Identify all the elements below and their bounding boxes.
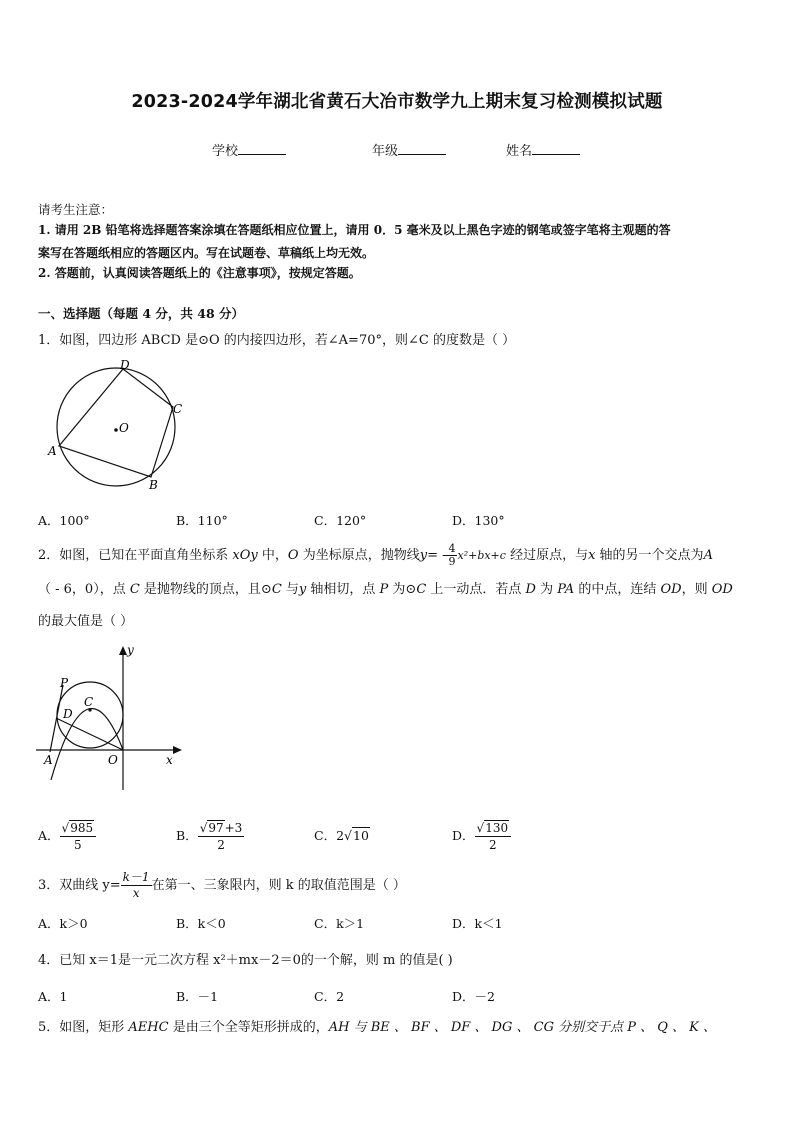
fig-label-y: y bbox=[127, 643, 134, 657]
q4-option-d: D．－2 bbox=[452, 989, 495, 1004]
question-1-text: 1．如图，四边形 ABCD 是⊙O 的内接四边形，若∠A=70°，则∠C 的度数是（ ） bbox=[38, 333, 516, 348]
school-label: 学校 bbox=[212, 144, 239, 159]
label-d: D bbox=[120, 358, 130, 372]
fig-label-c: C bbox=[84, 695, 94, 709]
notice-heading: 请考生注意： bbox=[38, 202, 114, 217]
grade-label: 年级 bbox=[372, 144, 399, 159]
page-title: 2023-2024学年湖北省黄石大冶市数学九上期末复习检测模拟试题 bbox=[131, 92, 663, 112]
q1-option-d: D．130° bbox=[452, 513, 505, 528]
fig-label-p: P bbox=[60, 676, 69, 690]
x-axis-arrow bbox=[173, 746, 182, 754]
fig-label-a: A bbox=[44, 753, 53, 767]
label-o: O bbox=[119, 421, 129, 435]
q2-option-d: D． $\frac{√130}{2}$ bbox=[452, 820, 511, 853]
notice-line-2: 2. 答题前，认真阅读答题纸上的《注意事项》，按规定答题。 bbox=[38, 266, 361, 280]
label-a: A bbox=[48, 444, 57, 458]
fig-label-x: x bbox=[166, 753, 173, 767]
q3-option-a: A．k＞0 bbox=[38, 916, 88, 931]
q4-option-a: A．1 bbox=[38, 989, 68, 1004]
fig-label-o: O bbox=[108, 753, 118, 767]
q3-option-d: D．k＜1 bbox=[452, 916, 503, 931]
q2-option-a: A． $\frac{√985}{5}$ bbox=[38, 820, 96, 853]
q1-option-a: A．100° bbox=[38, 513, 90, 528]
grade-blank bbox=[398, 142, 446, 155]
q4-option-b: B．－1 bbox=[176, 989, 219, 1004]
section-heading: 一、选择题（每题 4 分，共 48 分） bbox=[38, 306, 245, 321]
segment-od bbox=[56, 718, 123, 750]
label-b: B bbox=[149, 478, 158, 492]
name-field bbox=[506, 140, 580, 159]
question-2-line-2: （ - 6，0），点 C 是抛物线的顶点，且⊙C 与y 轴相切，点 P 为⊙C 上一动点．若点 D 为 PA 的中点，连结 OD，则 OD bbox=[38, 582, 733, 597]
school-blank bbox=[238, 142, 286, 155]
question-1-figure bbox=[40, 355, 190, 495]
notice-line-1a: 1. 请用 2B 铅笔将选择题答案涂填在答题纸相应位置上，请用 0．5 毫米及以上黑色字迹的钢笔或签字笔将主观题的答 bbox=[38, 223, 671, 237]
notice-line-1b: 案写在答题纸相应的答题区内。写在试题卷、草稿纸上均无效。 bbox=[38, 246, 375, 260]
y-axis-arrow bbox=[119, 646, 127, 655]
school-field bbox=[212, 140, 286, 159]
quadrilateral-abcd bbox=[59, 369, 173, 477]
question-5-text: 5．如图，矩形 AEHC 是由三个全等矩形拼成的，AH 与 BE 、 BF 、 DF 、 DG 、 CG 分别交于点 P 、 Q 、 K 、 bbox=[38, 1020, 717, 1035]
fraction-k-1-over-x: $\frac{k-1}{x}$ bbox=[122, 870, 150, 900]
q3-option-b: B．k＜0 bbox=[176, 916, 226, 931]
name-blank bbox=[532, 142, 580, 155]
question-3-text: 3．双曲线 y= $\frac{k-1}{x}$ 在第一、三象限内，则 k 的取值范围是（ ） bbox=[38, 870, 406, 900]
question-2-line-3: 的最大值是（ ） bbox=[38, 614, 134, 629]
grade-field bbox=[372, 140, 446, 159]
q1-option-c: C．120° bbox=[314, 513, 367, 528]
name-label: 姓名 bbox=[506, 144, 533, 159]
fraction-4-9: $\frac{4}{9}$ bbox=[448, 542, 456, 568]
q4-option-c: C．2 bbox=[314, 989, 345, 1004]
q2-option-b: B． $\frac{√97+3}{2}$ bbox=[176, 821, 243, 852]
question-2-figure bbox=[30, 640, 190, 795]
label-c: C bbox=[173, 402, 183, 416]
q3-option-c: C．k＞1 bbox=[314, 916, 365, 931]
q1-option-b: B．110° bbox=[176, 513, 228, 528]
question-2-line-1: 2．如图，已知在平面直角坐标系 xOy 中，O 为坐标原点，抛物线y= - $\frac{4}{9}$ x²+bx+c 经过原点，与x 轴的另一个交点为A bbox=[38, 542, 713, 568]
question-4-text: 4．已知 x＝1是一元二次方程 x²＋mx－2＝0的一个解，则 m 的值是( ) bbox=[38, 953, 453, 968]
fig-label-d: D bbox=[63, 707, 73, 721]
q2-option-c: C．2√10 bbox=[314, 828, 369, 843]
center-point-o bbox=[114, 428, 118, 432]
